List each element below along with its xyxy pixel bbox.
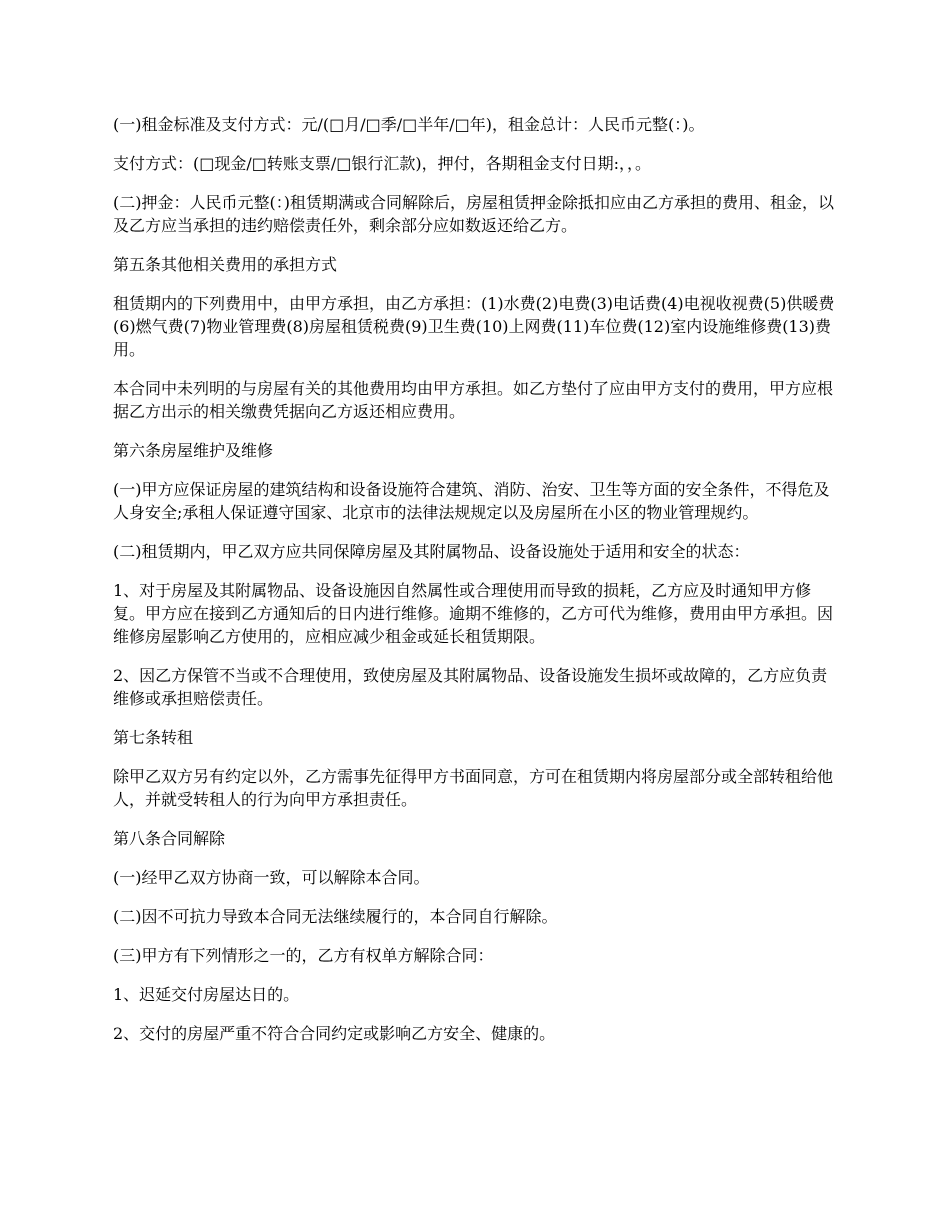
paragraph-other-fees: 本合同中未列明的与房屋有关的其他费用均由甲方承担。如乙方垫付了应由甲方支付的费用，甲方应根据乙方出示的相关缴费凭据向乙方返还相应费用。: [113, 379, 834, 421]
paragraph-termination-item-2: 2、交付的房屋严重不符合合同约定或影响乙方安全、健康的。: [113, 1024, 556, 1043]
paragraph-maintenance-1: (一)甲方应保证房屋的建筑结构和设备设施符合建筑、消防、治安、卫生等方面的安全条件，不得危及人身安全;承租人保证遵守国家、北京市的法律法规规定以及房屋所在小区的物业管理规约。: [113, 480, 830, 522]
paragraph-deposit: (二)押金：人民币元整(：)租赁期满或合同解除后，房屋租赁押金除抵扣应由乙方承担的费用、租金，以及乙方应当承担的违约赔偿责任外，剩余部分应如数返还给乙方。: [113, 193, 834, 235]
paragraph-rent-standard: (一)租金标准及支付方式：元/(□月/□季/□半年/□年)，租金总计：人民币元整(：)。: [113, 115, 705, 134]
paragraph-termination-3: (三)甲方有下列情形之一的，乙方有权单方解除合同：: [113, 946, 494, 965]
paragraph-termination-1: (一)经甲乙双方协商一致，可以解除本合同。: [113, 868, 430, 887]
heading-article-6: 第六条房屋维护及维修: [113, 441, 274, 460]
paragraph-sublease: 除甲乙双方另有约定以外，乙方需事先征得甲方书面同意，方可在租赁期内将房屋部分或全部转租给他人，并就受转租人的行为向甲方承担责任。: [113, 767, 834, 809]
paragraph-repair-item-1: 1、对于房屋及其附属物品、设备设施因自然属性或合理使用而导致的损耗，乙方应及时通知甲方修复。甲方应在接到乙方通知后的日内进行维修。逾期不维修的，乙方可代为维修，费用由甲方承担。因维修房屋影响乙方使用的，应相应减少租金或延长租赁期限。: [113, 581, 834, 646]
paragraph-termination-item-1: 1、迟延交付房屋达日的。: [113, 985, 300, 1004]
heading-article-7: 第七条转租: [113, 728, 194, 747]
heading-article-8: 第八条合同解除: [113, 829, 226, 848]
document-body: [113, 113, 841, 1061]
paragraph-repair-item-2: 2、因乙方保管不当或不合理使用，致使房屋及其附属物品、设备设施发生损坏或故障的，乙方应负责维修或承担赔偿责任。: [113, 666, 828, 708]
paragraph-fee-list: 租赁期内的下列费用中，由甲方承担，由乙方承担：(1)水费(2)电费(3)电话费(4)电视收视费(5)供暖费(6)燃气费(7)物业管理费(8)房屋租赁税费(9)卫生费(10)上网费(11)车位费(12)室内设施维修费(13)费用。: [113, 294, 835, 359]
paragraph-termination-2: (二)因不可抗力导致本合同无法继续履行的，本合同自行解除。: [113, 907, 558, 926]
paragraph-maintenance-2: (二)租赁期内，甲乙双方应共同保障房屋及其附属物品、设备设施处于适用和安全的状态：: [113, 542, 750, 561]
heading-article-5: 第五条其他相关费用的承担方式: [113, 255, 338, 274]
paragraph-payment-method: 支付方式：(□现金/□转账支票/□银行汇款)，押付，各期租金支付日期:，，。: [113, 154, 652, 173]
